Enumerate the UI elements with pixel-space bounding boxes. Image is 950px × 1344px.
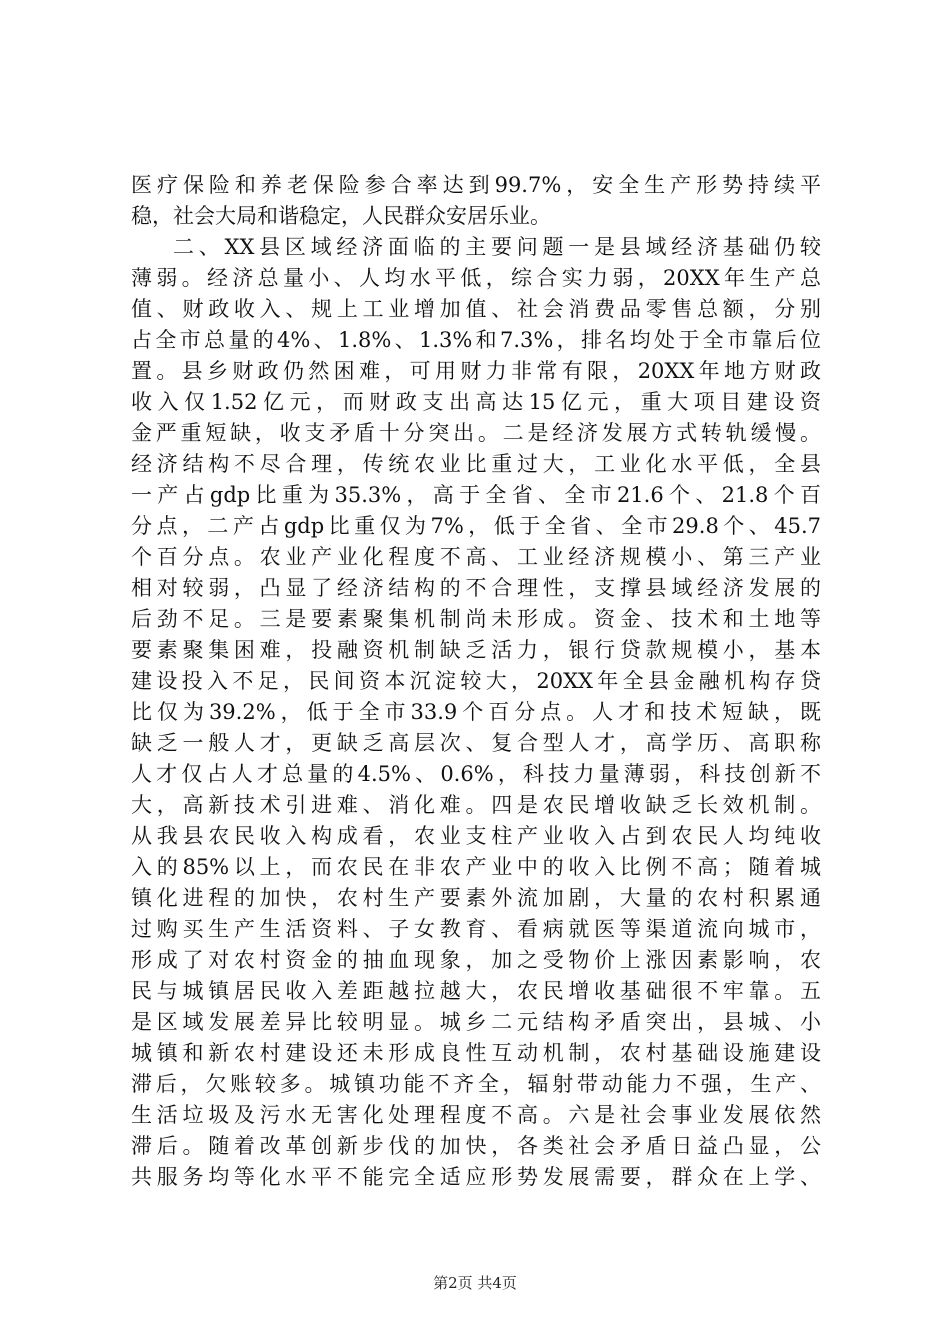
text-line: 民与城镇居民收入差距越拉越大，农民增收基础很不牢靠。五 bbox=[131, 979, 821, 1003]
text-line: 共服务均等化水平不能完全适应形势发展需要，群众在上学、 bbox=[131, 1165, 821, 1189]
section-heading-line: 二、XX县区域经济面临的主要问题一是县域经济基础仍较 bbox=[173, 235, 821, 259]
body-text bbox=[131, 170, 821, 1193]
text-line: 是区域发展差异比较明显。城乡二元结构矛盾突出，县城、小 bbox=[131, 1010, 821, 1034]
text-line: 建设投入不足，民间资本沉淀较大，20XX年全县金融机构存贷 bbox=[131, 669, 821, 693]
text-line: 大，高新技术引进难、消化难。四是农民增收缺乏长效机制。 bbox=[131, 793, 821, 817]
text-line: 滞后。随着改革创新步伐的加快，各类社会矛盾日益凸显，公 bbox=[131, 1134, 821, 1158]
text-line: 生活垃圾及污水无害化处理程度不高。六是社会事业发展依然 bbox=[131, 1103, 821, 1127]
text-line: 从我县农民收入构成看，农业支柱产业收入占到农民人均纯收 bbox=[131, 824, 821, 848]
text-line: 要素聚集困难，投融资机制缺乏活力，银行贷款规模小，基本 bbox=[131, 638, 821, 662]
text-line: 后劲不足。三是要素聚集机制尚未形成。资金、技术和土地等 bbox=[131, 607, 821, 631]
text-line: 镇化进程的加快，农村生产要素外流加剧，大量的农村积累通 bbox=[131, 886, 821, 910]
text-line: 城镇和新农村建设还未形成良性互动机制，农村基础设施建设 bbox=[131, 1041, 821, 1065]
text-line: 滞后，欠账较多。城镇功能不齐全，辐射带动能力不强，生产、 bbox=[131, 1072, 821, 1096]
text-line: 入的85%以上，而农民在非农产业中的收入比例不高；随着城 bbox=[131, 855, 821, 879]
text-line: 占全市总量的4%、1.8%、1.3%和7.3%，排名均处于全市靠后位 bbox=[131, 328, 821, 352]
text-line: 相对较弱，凸显了经济结构的不合理性，支撑县域经济发展的 bbox=[131, 576, 821, 600]
text-line: 一产占gdp比重为35.3%，高于全省、全市21.6个、21.8个百 bbox=[131, 483, 821, 507]
text-line: 缺乏一般人才，更缺乏高层次、复合型人才，高学历、高职称 bbox=[131, 731, 821, 755]
page-number-footer: 第2页 共4页 bbox=[433, 1274, 517, 1292]
text-line: 金严重短缺，收支矛盾十分突出。二是经济发展方式转轨缓慢。 bbox=[131, 421, 821, 445]
text-line: 个百分点。农业产业化程度不高、工业经济规模小、第三产业 bbox=[131, 545, 821, 569]
text-line: 稳，社会大局和谐稳定，人民群众安居乐业。 bbox=[131, 204, 551, 228]
text-line: 比仅为39.2%，低于全市33.9个百分点。人才和技术短缺，既 bbox=[131, 700, 821, 724]
text-line: 分点，二产占gdp比重仅为7%，低于全省、全市29.8个、45.7 bbox=[131, 514, 821, 538]
text-line: 过购买生产生活资料、子女教育、看病就医等渠道流向城市， bbox=[131, 917, 821, 941]
text-line: 薄弱。经济总量小、人均水平低，综合实力弱，20XX年生产总 bbox=[131, 266, 821, 290]
text-line: 收入仅1.52亿元，而财政支出高达15亿元，重大项目建设资 bbox=[131, 390, 821, 414]
text-line: 经济结构不尽合理，传统农业比重过大，工业化水平低，全县 bbox=[131, 452, 821, 476]
text-line: 值、财政收入、规上工业增加值、社会消费品零售总额，分别 bbox=[131, 297, 821, 321]
text-line: 医疗保险和养老保险参合率达到99.7%，安全生产形势持续平 bbox=[131, 173, 821, 197]
text-line: 形成了对农村资金的抽血现象，加之受物价上涨因素影响，农 bbox=[131, 948, 821, 972]
text-line: 置。县乡财政仍然困难，可用财力非常有限，20XX年地方财政 bbox=[131, 359, 821, 383]
text-line: 人才仅占人才总量的4.5%、0.6%，科技力量薄弱，科技创新不 bbox=[131, 762, 821, 786]
